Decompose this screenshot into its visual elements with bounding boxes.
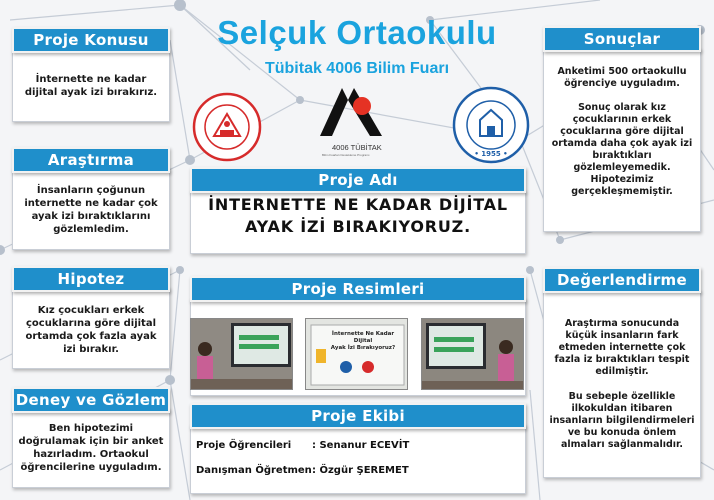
photo-slide-text bbox=[324, 331, 402, 352]
proje-ekibi-panel bbox=[190, 424, 526, 494]
proje-konusu-heading: Proje Konusu bbox=[12, 27, 170, 53]
team-advisor-value: : Özgür ŞEREMET bbox=[312, 465, 409, 476]
project-photo-1 bbox=[190, 318, 293, 390]
sonuclar-p2: Sonuç olarak kız çocuklarının erkek çocuklarına göre dijital ortamda daha çok ayak izi bıraktıkları gözlemleyemedik. Hipotezimiz gerçekleşmemiştir. bbox=[551, 102, 693, 197]
hipotez-heading: Hipotez bbox=[12, 266, 170, 292]
proje-resimleri-heading: Proje Resimleri bbox=[190, 276, 526, 302]
poster-title: Selçuk Ortaokulu bbox=[217, 14, 497, 51]
team-advisor-label: Danışman Öğretmen bbox=[196, 465, 312, 476]
photo-slide-line2: Ayak İzi Bırakıyoruz? bbox=[330, 345, 396, 351]
deney-text: Ben hipotezimi doğrulamak için bir anket hazırladım. Ortaokul öğrencilerine uyguladım. bbox=[18, 423, 164, 473]
project-photo-3 bbox=[421, 318, 524, 390]
tubitak-logo bbox=[312, 86, 392, 144]
proje-ekibi-heading: Proje Ekibi bbox=[190, 403, 526, 429]
sonuclar-p1: Anketimi 500 ortaokullu öğrenciye uyguladım. bbox=[557, 66, 687, 89]
tubitak-logo-text: 4006 TÜBİTAK bbox=[332, 143, 382, 152]
photo-slide-line1: İnternette Ne Kadar Dijital bbox=[331, 331, 395, 344]
degerlendirme-text bbox=[548, 318, 696, 451]
degerlendirme-heading: Değerlendirme bbox=[543, 267, 701, 293]
sonuclar-heading: Sonuçlar bbox=[543, 26, 701, 52]
project-photo-2 bbox=[305, 318, 408, 390]
team-students-label: Proje Öğrencileri bbox=[196, 440, 292, 451]
hipotez-text: Kız çocukları erkek çocuklarına göre dijital ortamda çok fazla ayak izi bırakır. bbox=[25, 305, 157, 355]
school-seal-logo bbox=[452, 86, 530, 164]
poster-subtitle: Tübitak 4006 Bilim Fuarı bbox=[264, 60, 450, 77]
tubitak-logo-caption: Bilim Fuarları Destekleme Programı bbox=[322, 153, 370, 157]
team-students-value: : Senanur ECEVİT bbox=[312, 440, 410, 451]
team-row-students bbox=[196, 440, 516, 451]
deney-heading: Deney ve Gözlem bbox=[12, 387, 170, 413]
sonuclar-text bbox=[549, 66, 695, 198]
proje-adi-text bbox=[190, 194, 526, 238]
arastirma-text: İnsanların çoğunun internette ne kadar çok ayak izi bıraktıklarını gözlemledim. bbox=[24, 185, 158, 235]
proje-adi-heading: Proje Adı bbox=[190, 167, 526, 193]
school-seal-year: • 1955 • bbox=[474, 150, 508, 158]
proje-adi-line2: AYAK İZİ BIRAKIYORUZ. bbox=[245, 217, 471, 236]
arastirma-heading: Araştırma bbox=[12, 147, 170, 173]
degerlendirme-p1: Araştırma sonucunda küçük insanların fark etmeden internette çok fazla iz bıraktıkları tespit edilmiştir. bbox=[554, 318, 690, 377]
team-row-advisor bbox=[196, 465, 516, 476]
ministry-seal-logo bbox=[192, 92, 262, 162]
degerlendirme-p2: Bu sebeple özellikle ilkokuldan itibaren insanların bilgilendirmeleri ve bu konuda önlem almaları sağlanmalıdır. bbox=[549, 391, 695, 450]
proje-konusu-text: İnternette ne kadar dijital ayak izi bırakırız. bbox=[24, 74, 158, 98]
proje-adi-line1: İNTERNETTE NE KADAR DİJİTAL bbox=[208, 195, 508, 214]
